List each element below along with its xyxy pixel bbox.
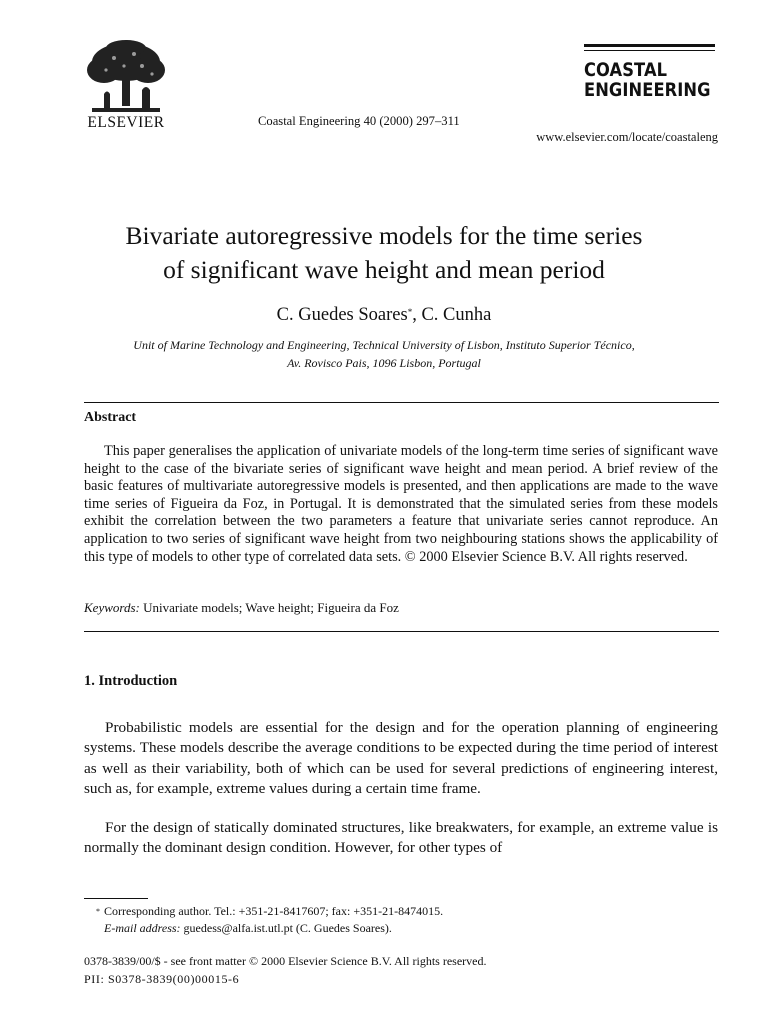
footnote-email <box>104 920 443 937</box>
keywords <box>84 600 399 616</box>
publisher-name: ELSEVIER <box>87 114 165 131</box>
abstract-heading: Abstract <box>84 410 137 425</box>
footer-pii: PII: S0378-3839(00)00015-6 <box>84 971 240 986</box>
journal-url[interactable]: www.elsevier.com/locate/coastaleng <box>536 130 718 144</box>
author-separator: , <box>412 305 422 325</box>
paper-title-line2: of significant wave height and mean period <box>163 255 605 284</box>
footnote-corresponding <box>96 903 444 920</box>
masthead-rule-thin <box>584 50 715 51</box>
affiliation-line1: Unit of Marine Technology and Engineering, Technical University of Lisbon, Instituto Superior Técnico, <box>133 338 635 352</box>
footer-copyright: 0378-3839/00/$ - see front matter © 2000 Elsevier Science B.V. All rights reserved. <box>84 954 487 968</box>
corresponding-author-mark[interactable]: * <box>407 307 413 317</box>
author-affiliation <box>60 337 708 372</box>
author-name: C. Cunha <box>421 305 492 325</box>
footnote-mark: * <box>96 907 100 916</box>
keywords-list: Univariate models; Wave height; Figueira da Foz <box>143 600 399 615</box>
journal-citation: Coastal Engineering 40 (2000) 297–311 <box>258 114 460 128</box>
email-label: E-mail address: <box>104 921 181 935</box>
masthead-rule <box>584 44 715 47</box>
footnote <box>96 903 444 937</box>
keywords-label: Keywords: <box>84 600 140 615</box>
elsevier-logo <box>78 40 174 132</box>
elsevier-tree-icon <box>84 40 168 114</box>
author-name: C. Guedes Soares <box>276 305 408 325</box>
intro-paragraph-1: Probabilistic models are essential for the design and for the operation planning of engineering systems. These models describe the average conditions to be expected during the time period of interest as well as their variability, both of which can be used for several predictions of engineering interest, such as, for example, extreme values during a certain time frame. <box>84 719 718 797</box>
paper-title <box>60 219 708 287</box>
email-address[interactable]: guedess@alfa.ist.utl.pt (C. Guedes Soares). <box>183 921 392 935</box>
footnote-contact: Corresponding author. Tel.: +351-21-8417607; fax: +351-21-8474015. <box>104 904 444 918</box>
intro-paragraph-2: For the design of statically dominated structures, like breakwaters, for example, an extreme value is normally the dominant design condition. However, for other types of <box>84 819 718 857</box>
abstract-text: This paper generalises the application of univariate models of the long-term time series of significant wave height to the case of the bivariate series of significant wave height and mean period. A brief review of the basic features of multivariate autoregressive models is presented, and then applications are made to the wave time series of Figueira da Foz, in Portugal. It is demonstrated that the simulated series from these models exhibit the correlation between the two parameters a feature that univariate series cannot reproduce. An application to two series of significant wave height from two neighbouring stations shows the applicability of this type of models to other type of correlated data sets. © 2000 Elsevier Science B.V. All rights reserved. <box>84 443 718 565</box>
journal-masthead <box>584 44 715 101</box>
journal-title-line2: ENGINEERING <box>584 80 711 101</box>
section-heading: 1. Introduction <box>84 673 178 689</box>
journal-title <box>584 60 711 101</box>
journal-title-line1: COASTAL <box>584 60 668 81</box>
abstract-top-rule <box>84 402 719 403</box>
author-list <box>60 305 708 326</box>
page-footer <box>84 953 486 988</box>
affiliation-line2: Av. Rovisco Pais, 1096 Lisbon, Portugal <box>287 355 481 370</box>
abstract-bottom-rule <box>84 631 719 632</box>
footnote-rule <box>84 898 148 899</box>
paper-title-line1: Bivariate autoregressive models for the time series <box>125 221 643 250</box>
